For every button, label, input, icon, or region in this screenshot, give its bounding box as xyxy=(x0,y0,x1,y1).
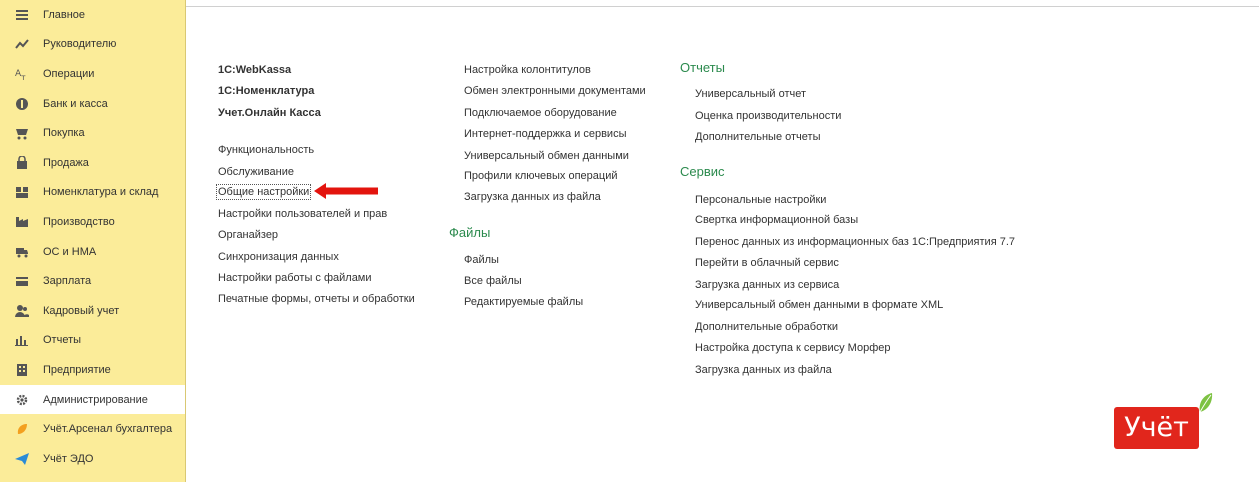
factory-icon xyxy=(14,214,30,230)
link-key-operations[interactable]: Профили ключевых операций xyxy=(464,170,618,182)
gear-icon xyxy=(14,392,30,408)
link-all-files[interactable]: Все файлы xyxy=(464,275,522,287)
sidebar-item-warehouse[interactable] xyxy=(0,178,185,208)
link-cloud-service[interactable]: Перейти в облачный сервис xyxy=(695,257,839,269)
link-nomenclature[interactable]: 1С:Номенклатура xyxy=(218,85,315,97)
link-editable-files[interactable]: Редактируемые файлы xyxy=(464,296,584,308)
link-files[interactable]: Файлы xyxy=(464,254,499,266)
sidebar-item-salary[interactable] xyxy=(0,266,185,296)
wallet-icon xyxy=(14,273,30,289)
uchet-logo xyxy=(1114,392,1214,450)
sidebar-item-enterprise[interactable] xyxy=(0,355,185,385)
section-title-service: Сервис xyxy=(680,164,725,179)
sidebar-item-label: Продажа xyxy=(43,156,89,169)
bank-icon xyxy=(14,96,30,112)
sidebar-item-label: Покупка xyxy=(43,127,85,140)
sidebar-item-reports[interactable] xyxy=(0,326,185,356)
link-additional-reports[interactable]: Дополнительные отчеты xyxy=(695,131,821,143)
link-performance[interactable]: Оценка производительности xyxy=(695,110,842,122)
sidebar-item-label: Производство xyxy=(43,215,115,228)
sidebar-item-label: Руководителю xyxy=(43,38,117,51)
logo-text: Учёт xyxy=(1114,407,1199,449)
sidebar-item-operations[interactable] xyxy=(0,59,185,89)
sidebar-item-label: ОС и НМА xyxy=(43,245,97,258)
sidebar-item-bank[interactable] xyxy=(0,89,185,119)
truck-icon xyxy=(14,244,30,260)
leaf-icon xyxy=(14,421,30,437)
sidebar-item-sales[interactable] xyxy=(0,148,185,178)
svg-text:т: т xyxy=(21,72,26,81)
sidebar-item-label: Зарплата xyxy=(43,275,92,288)
link-db-compress[interactable]: Свертка информационной базы xyxy=(695,214,859,226)
link-load-data-file[interactable]: Загрузка данных из файла xyxy=(695,364,832,376)
sidebar-item-label: Операции xyxy=(43,67,95,80)
link-load-from-file[interactable]: Загрузка данных из файла xyxy=(464,191,601,203)
sidebar-item-administration[interactable] xyxy=(0,385,185,415)
send-icon xyxy=(14,451,30,467)
link-additional-processing[interactable]: Дополнительные обработки xyxy=(695,321,838,333)
link-organizer[interactable]: Органайзер xyxy=(218,229,279,241)
warehouse-icon xyxy=(14,184,30,200)
link-internet-support[interactable]: Интернет-поддержка и сервисы xyxy=(464,128,627,140)
link-webkassa[interactable]: 1С:WebKassa xyxy=(218,64,292,76)
menu-icon xyxy=(14,7,30,23)
cart-icon xyxy=(14,125,30,141)
link-headers-footers[interactable]: Настройка колонтитулов xyxy=(464,64,591,76)
section-title-files: Файлы xyxy=(449,225,491,240)
sidebar-item-fixed-assets[interactable] xyxy=(0,237,185,267)
sidebar-item-main[interactable] xyxy=(0,0,185,30)
link-print-forms[interactable]: Печатные формы, отчеты и обработки xyxy=(218,293,415,305)
sidebar-item-label: Главное xyxy=(43,8,86,21)
link-edi[interactable]: Обмен электронными документами xyxy=(464,85,646,97)
sidebar-item-label: Предприятие xyxy=(43,363,111,376)
svg-text:A: A xyxy=(15,68,22,79)
link-users-rights[interactable]: Настройки пользователей и прав xyxy=(218,208,388,220)
trend-icon xyxy=(14,36,30,52)
link-equipment[interactable]: Подключаемое оборудование xyxy=(464,107,617,119)
link-general-settings[interactable]: Общие настройки xyxy=(218,186,310,198)
sidebar-item-production[interactable] xyxy=(0,207,185,237)
link-load-from-service[interactable]: Загрузка данных из сервиса xyxy=(695,279,840,291)
link-transfer-77[interactable]: Перенос данных из информационных баз 1С:Предприятия 7.7 xyxy=(695,236,1015,248)
bag-icon xyxy=(14,155,30,171)
link-functionality[interactable]: Функциональность xyxy=(218,144,315,156)
building-icon xyxy=(14,362,30,378)
sidebar-item-label: Администрирование xyxy=(43,393,148,406)
sidebar-item-arsenal[interactable] xyxy=(0,414,185,444)
link-file-settings[interactable]: Настройки работы с файлами xyxy=(218,272,372,284)
link-personal-settings[interactable]: Персональные настройки xyxy=(695,194,827,206)
bar-chart-icon xyxy=(14,332,30,348)
sidebar-item-purchase[interactable] xyxy=(0,118,185,148)
operations-icon xyxy=(14,66,30,82)
sidebar-item-label: Отчеты xyxy=(43,334,82,347)
sidebar-item-label: Кадровый учет xyxy=(43,304,120,317)
sidebar-item-label: Учёт ЭДО xyxy=(43,452,94,465)
link-xml-exchange[interactable]: Универсальный обмен данными в формате XML xyxy=(695,299,944,311)
sidebar-item-edo[interactable] xyxy=(0,444,185,474)
people-icon xyxy=(14,303,30,319)
link-maintenance[interactable]: Обслуживание xyxy=(218,166,294,178)
sidebar-item-label: Учёт.Арсенал бухгалтера xyxy=(43,423,173,436)
sidebar-item-label: Банк и касса xyxy=(43,97,108,110)
section-title-reports: Отчеты xyxy=(680,60,725,75)
sidebar-item-manager[interactable] xyxy=(0,30,185,60)
link-online-kassa[interactable]: Учет.Онлайн Касса xyxy=(218,107,321,119)
link-morpher-access[interactable]: Настройка доступа к сервису Морфер xyxy=(695,342,891,354)
link-data-sync[interactable]: Синхронизация данных xyxy=(218,251,339,263)
sidebar-item-label: Номенклатура и склад xyxy=(43,186,159,199)
link-universal-exchange[interactable]: Универсальный обмен данными xyxy=(464,150,629,162)
content-top-divider xyxy=(186,6,1259,7)
sidebar xyxy=(0,0,186,482)
link-universal-report[interactable]: Универсальный отчет xyxy=(695,88,807,100)
red-arrow-icon xyxy=(314,183,378,199)
sidebar-item-hr[interactable] xyxy=(0,296,185,326)
